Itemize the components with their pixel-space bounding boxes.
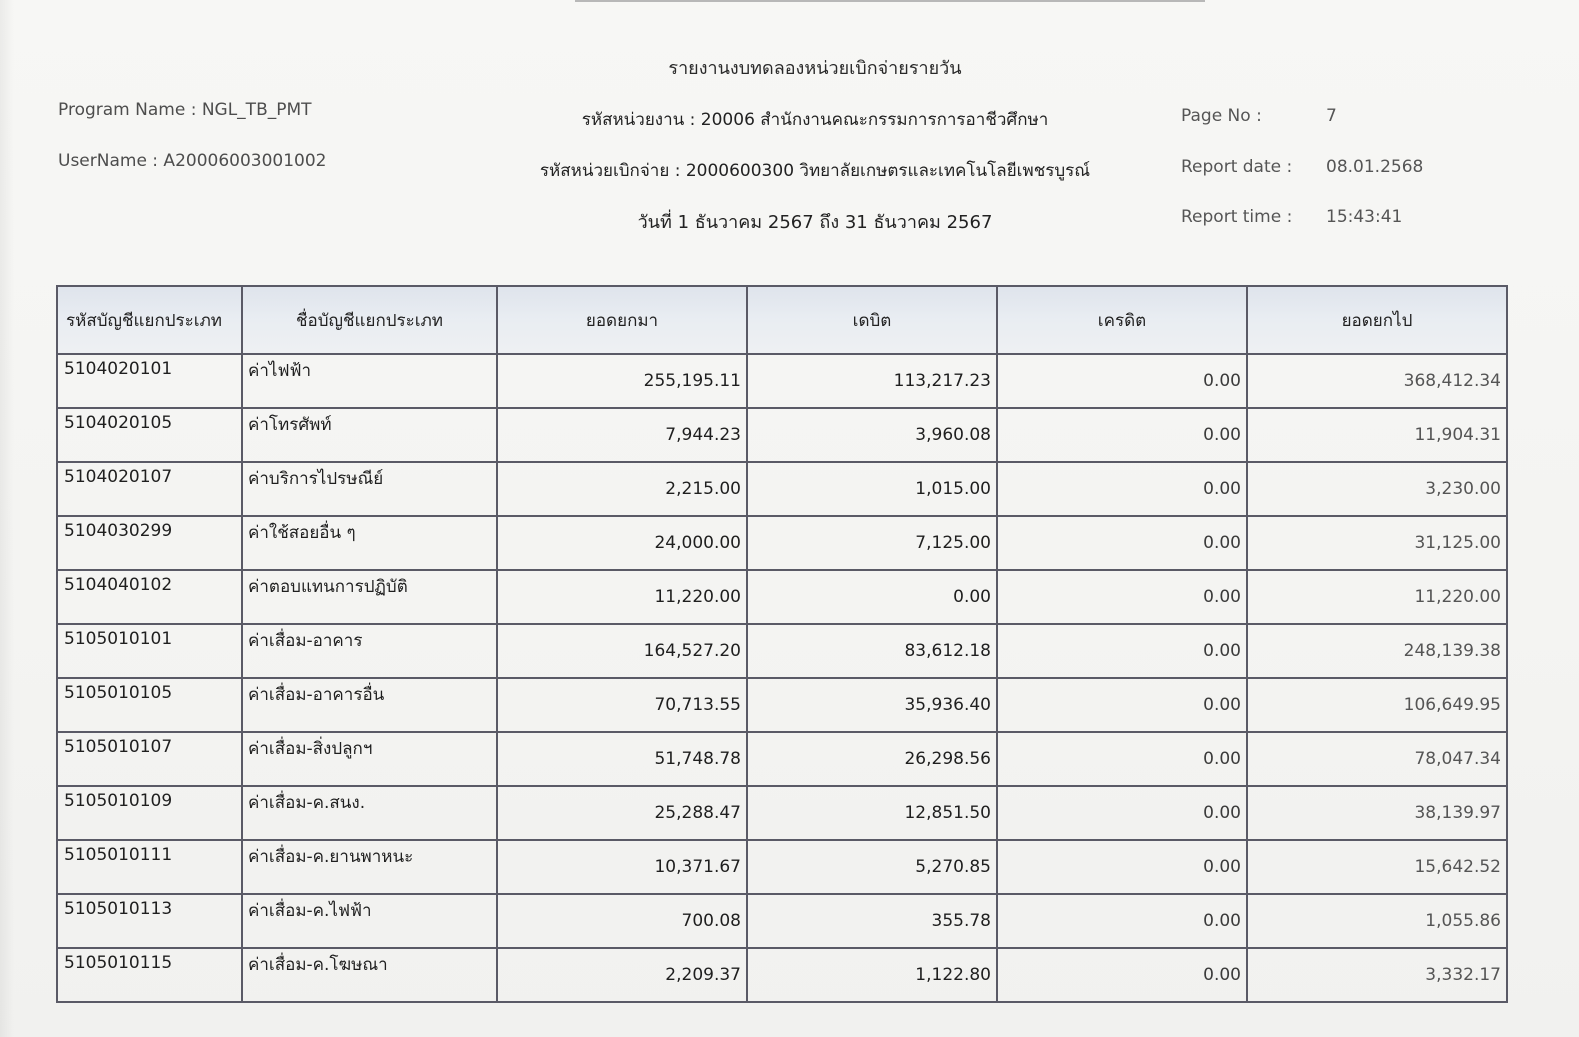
cell-account-name: ค่าเสื่อม-ค.สนง. [242, 786, 497, 840]
cell-account-code: 5105010115 [57, 948, 242, 1002]
cell-account-name: ค่าตอบแทนการปฏิบัติ [242, 570, 497, 624]
cell-account-name: ค่าเสื่อม-ค.ยานพาหนะ [242, 840, 497, 894]
cell-debit: 0.00 [747, 570, 997, 624]
cell-credit: 0.00 [997, 354, 1247, 408]
cell-credit: 0.00 [997, 786, 1247, 840]
user-name: UserName : A20006003001002 [58, 151, 327, 171]
cell-carried-forward: 106,649.95 [1247, 678, 1507, 732]
report-time-label: Report time : [1181, 207, 1293, 227]
header-debit: เดบิต [747, 286, 997, 354]
table-row [57, 570, 1507, 624]
cell-account-code: 5104020105 [57, 408, 242, 462]
table-body [57, 354, 1507, 1002]
cell-account-code: 5105010107 [57, 732, 242, 786]
cell-brought-forward: 2,215.00 [497, 462, 747, 516]
cell-account-name: ค่าเสื่อม-อาคารอื่น [242, 678, 497, 732]
table-row [57, 408, 1507, 462]
cell-account-code: 5105010101 [57, 624, 242, 678]
cell-debit: 1,122.80 [747, 948, 997, 1002]
report-title: รายงานงบทดลองหน่วยเบิกจ่ายรายวัน [668, 58, 962, 79]
cell-brought-forward: 24,000.00 [497, 516, 747, 570]
cell-credit: 0.00 [997, 678, 1247, 732]
cell-brought-forward: 2,209.37 [497, 948, 747, 1002]
cell-debit: 35,936.40 [747, 678, 997, 732]
cell-brought-forward: 70,713.55 [497, 678, 747, 732]
cell-carried-forward: 11,220.00 [1247, 570, 1507, 624]
cell-credit: 0.00 [997, 570, 1247, 624]
cell-brought-forward: 11,220.00 [497, 570, 747, 624]
cell-carried-forward: 38,139.97 [1247, 786, 1507, 840]
cell-carried-forward: 31,125.00 [1247, 516, 1507, 570]
header-account-code: รหัสบัญชีแยกประเภท [57, 286, 242, 354]
cell-brought-forward: 51,748.78 [497, 732, 747, 786]
table-row [57, 624, 1507, 678]
cell-credit: 0.00 [997, 408, 1247, 462]
cell-debit: 355.78 [747, 894, 997, 948]
cell-brought-forward: 25,288.47 [497, 786, 747, 840]
cell-account-name: ค่าใช้สอยอื่น ๆ [242, 516, 497, 570]
cell-account-code: 5105010113 [57, 894, 242, 948]
cell-debit: 7,125.00 [747, 516, 997, 570]
cell-brought-forward: 10,371.67 [497, 840, 747, 894]
table-row [57, 948, 1507, 1002]
cell-debit: 1,015.00 [747, 462, 997, 516]
cell-account-name: ค่าบริการไปรษณีย์ [242, 462, 497, 516]
table-row [57, 354, 1507, 408]
table-header-row [57, 286, 1507, 354]
page-no-label: Page No : [1181, 106, 1262, 126]
cell-credit: 0.00 [997, 840, 1247, 894]
cell-credit: 0.00 [997, 948, 1247, 1002]
cell-carried-forward: 1,055.86 [1247, 894, 1507, 948]
cell-brought-forward: 700.08 [497, 894, 747, 948]
disbursing-unit-line: รหัสหน่วยเบิกจ่าย : 2000600300 วิทยาลัยเกษตรและเทคโนโลยีเพชรบูรณ์ [539, 161, 1091, 181]
table-row [57, 516, 1507, 570]
table-row [57, 840, 1507, 894]
cell-debit: 3,960.08 [747, 408, 997, 462]
cell-brought-forward: 164,527.20 [497, 624, 747, 678]
cell-carried-forward: 11,904.31 [1247, 408, 1507, 462]
cell-carried-forward: 368,412.34 [1247, 354, 1507, 408]
report-time-value: 15:43:41 [1326, 207, 1403, 227]
cell-carried-forward: 15,642.52 [1247, 840, 1507, 894]
cell-carried-forward: 78,047.34 [1247, 732, 1507, 786]
cell-brought-forward: 7,944.23 [497, 408, 747, 462]
top-edge-rule [575, 0, 1205, 2]
trial-balance-table-wrap [56, 285, 1506, 1003]
cell-credit: 0.00 [997, 624, 1247, 678]
cell-debit: 26,298.56 [747, 732, 997, 786]
cell-account-name: ค่าไฟฟ้า [242, 354, 497, 408]
cell-debit: 83,612.18 [747, 624, 997, 678]
cell-brought-forward: 255,195.11 [497, 354, 747, 408]
cell-account-code: 5105010105 [57, 678, 242, 732]
program-name: Program Name : NGL_TB_PMT [58, 100, 312, 120]
cell-account-code: 5105010111 [57, 840, 242, 894]
cell-credit: 0.00 [997, 894, 1247, 948]
period-line: วันที่ 1 ธันวาคม 2567 ถึง 31 ธันวาคม 2567 [637, 212, 993, 233]
cell-account-code: 5104040102 [57, 570, 242, 624]
cell-account-code: 5104020107 [57, 462, 242, 516]
table-row [57, 894, 1507, 948]
page-edge-shadow [0, 0, 14, 1037]
cell-credit: 0.00 [997, 462, 1247, 516]
cell-account-code: 5104020101 [57, 354, 242, 408]
cell-carried-forward: 3,230.00 [1247, 462, 1507, 516]
cell-account-name: ค่าเสื่อม-อาคาร [242, 624, 497, 678]
header-account-name: ชื่อบัญชีแยกประเภท [242, 286, 497, 354]
cell-account-name: ค่าเสื่อม-ค.ไฟฟ้า [242, 894, 497, 948]
trial-balance-table [56, 285, 1508, 1003]
cell-account-name: ค่าโทรศัพท์ [242, 408, 497, 462]
cell-carried-forward: 248,139.38 [1247, 624, 1507, 678]
header-carried-forward: ยอดยกไป [1247, 286, 1507, 354]
table-row [57, 678, 1507, 732]
table-row [57, 786, 1507, 840]
cell-credit: 0.00 [997, 732, 1247, 786]
page-no-value: 7 [1326, 106, 1337, 126]
cell-credit: 0.00 [997, 516, 1247, 570]
cell-account-name: ค่าเสื่อม-สิ่งปลูกฯ [242, 732, 497, 786]
agency-line: รหัสหน่วยงาน : 20006 สำนักงานคณะกรรมการการอาชีวศึกษา [581, 110, 1049, 130]
header-brought-forward: ยอดยกมา [497, 286, 747, 354]
cell-account-code: 5104030299 [57, 516, 242, 570]
header-credit: เครดิต [997, 286, 1247, 354]
cell-account-code: 5105010109 [57, 786, 242, 840]
table-row [57, 462, 1507, 516]
cell-debit: 5,270.85 [747, 840, 997, 894]
cell-debit: 12,851.50 [747, 786, 997, 840]
cell-carried-forward: 3,332.17 [1247, 948, 1507, 1002]
report-date-label: Report date : [1181, 157, 1293, 177]
cell-account-name: ค่าเสื่อม-ค.โฆษณา [242, 948, 497, 1002]
table-row [57, 732, 1507, 786]
report-date-value: 08.01.2568 [1326, 157, 1424, 177]
cell-debit: 113,217.23 [747, 354, 997, 408]
